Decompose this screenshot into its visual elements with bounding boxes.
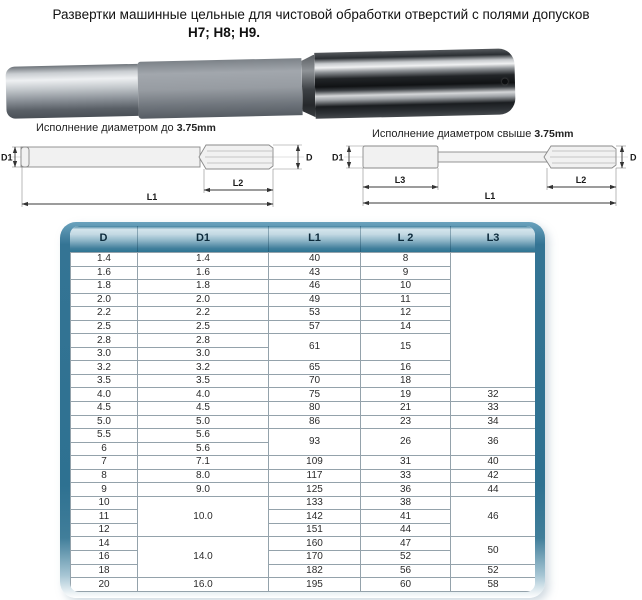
table-cell: 2.5	[71, 320, 138, 334]
spec-table-header-row	[70, 226, 535, 252]
table-cell: 14	[71, 537, 138, 551]
table-cell: 10.0	[138, 496, 269, 537]
diagram-label-d: D	[306, 152, 313, 163]
diagram-label-l1: L1	[484, 191, 496, 201]
table-cell: 2.5	[138, 320, 269, 334]
table-row	[71, 388, 536, 402]
table-cell: 1.6	[71, 266, 138, 280]
spec-table-grid	[70, 252, 535, 592]
table-cell: 2.0	[71, 293, 138, 307]
table-cell: 6	[71, 442, 138, 456]
reamer-body	[137, 58, 302, 119]
column-header: L 2	[360, 226, 450, 252]
table-cell: 160	[269, 537, 361, 551]
table-cell: 109	[269, 456, 361, 470]
table-cell: 61	[269, 334, 361, 361]
table-cell: 4.5	[138, 402, 269, 416]
table-cell: 5.5	[71, 429, 138, 443]
table-cell: 33	[361, 469, 451, 483]
page-title: Развертки машинные цельные для чистовой обработки отверстий с полями допусков	[52, 7, 590, 22]
table-cell: 86	[269, 415, 361, 429]
table-cell: 47	[361, 537, 451, 551]
table-cell: 170	[269, 551, 361, 565]
table-cell: 38	[361, 496, 451, 510]
table-cell: 4.5	[71, 402, 138, 416]
table-cell: 46	[269, 280, 361, 294]
table-cell: 11	[361, 293, 451, 307]
table-cell: 65	[269, 361, 361, 375]
spec-table-body	[71, 253, 536, 592]
column-header: D	[99, 232, 108, 244]
table-cell: 34	[451, 415, 536, 429]
table-cell: 14.0	[138, 537, 269, 578]
table-cell: 1.8	[138, 280, 269, 294]
table-cell: 1.4	[138, 253, 269, 267]
table-cell: 3.2	[138, 361, 269, 375]
diagram-label-l3: L3	[394, 175, 406, 185]
table-cell: 5.0	[138, 415, 269, 429]
table-cell: 3.0	[138, 347, 269, 361]
table-row	[71, 578, 536, 592]
table-cell: 40	[269, 253, 361, 267]
spec-table-frame	[60, 222, 545, 598]
table-cell: 50	[451, 537, 536, 564]
reamer-fluted-head	[314, 48, 515, 119]
table-cell: 46	[451, 496, 536, 537]
table-cell: 43	[269, 266, 361, 280]
table-cell: 10	[361, 280, 451, 294]
table-cell: 19	[361, 388, 451, 402]
table-cell: 41	[361, 510, 451, 524]
table-cell: 2.2	[71, 307, 138, 321]
table-cell: 40	[451, 456, 536, 470]
table-cell: 195	[269, 578, 361, 592]
reamer-shank	[5, 64, 138, 119]
diagram-label-l2: L2	[232, 178, 244, 188]
table-cell: 117	[269, 469, 361, 483]
table-row	[71, 415, 536, 429]
caption-diameter-over: Исполнение диаметром свыше 3.75mm	[372, 128, 574, 140]
table-cell: 18	[361, 374, 451, 388]
table-cell: 2.2	[138, 307, 269, 321]
dimension-diagram-large	[320, 138, 642, 218]
table-cell: 9	[361, 266, 451, 280]
page-title-tolerances: H7; H8; H9.	[188, 25, 261, 40]
table-cell: 44	[451, 483, 536, 497]
table-cell: 8.0	[138, 469, 269, 483]
table-row	[71, 483, 536, 497]
table-cell: 18	[71, 564, 138, 578]
table-cell: 3.2	[71, 361, 138, 375]
table-row	[71, 496, 536, 510]
table-cell: 52	[361, 551, 451, 565]
table-cell: 3.5	[71, 374, 138, 388]
table-cell: 11	[71, 510, 138, 524]
table-cell: 3.5	[138, 374, 269, 388]
table-cell: 21	[361, 402, 451, 416]
column-header: L1	[268, 226, 360, 252]
table-cell: 9	[71, 483, 138, 497]
table-cell: 36	[451, 429, 536, 456]
table-cell: 1.4	[71, 253, 138, 267]
table-cell: 16	[361, 361, 451, 375]
dimension-diagram-small	[0, 138, 320, 218]
table-cell: 5.6	[138, 442, 269, 456]
table-cell: 93	[269, 429, 361, 456]
table-cell: 9.0	[138, 483, 269, 497]
table-cell: 70	[269, 374, 361, 388]
table-cell: 33	[451, 402, 536, 416]
table-cell: 23	[361, 415, 451, 429]
table-cell: 16	[71, 551, 138, 565]
table-cell: 1.8	[71, 280, 138, 294]
diagram-label-l1: L1	[146, 192, 158, 202]
table-cell: 42	[451, 469, 536, 483]
table-row	[71, 456, 536, 470]
table-cell: 2.8	[71, 334, 138, 348]
table-cell: 16.0	[138, 578, 269, 592]
table-cell: 8	[361, 253, 451, 267]
table-cell: 8	[71, 469, 138, 483]
table-cell: 5.6	[138, 429, 269, 443]
table-cell: 2.0	[138, 293, 269, 307]
column-header: D1	[137, 226, 268, 252]
table-cell: 2.8	[138, 334, 269, 348]
table-cell: 7	[71, 456, 138, 470]
table-cell: 44	[361, 523, 451, 537]
table-cell: 3.0	[71, 347, 138, 361]
table-row	[71, 253, 536, 267]
table-row	[71, 429, 536, 443]
diagram-label-d: D	[630, 152, 637, 163]
table-cell: 4.0	[71, 388, 138, 402]
table-cell: 12	[71, 523, 138, 537]
table-cell: 12	[361, 307, 451, 321]
table-cell: 32	[451, 388, 536, 402]
diagram-label-d1: D1	[332, 152, 344, 163]
table-cell: 4.0	[138, 388, 269, 402]
table-cell: 60	[361, 578, 451, 592]
table-cell: 31	[361, 456, 451, 470]
table-cell: 52	[451, 564, 536, 578]
spec-table	[70, 226, 535, 592]
table-row	[71, 537, 536, 551]
table-cell: 142	[269, 510, 361, 524]
table-cell: 49	[269, 293, 361, 307]
table-cell: 10	[71, 496, 138, 510]
table-cell: 56	[361, 564, 451, 578]
table-cell: 80	[269, 402, 361, 416]
reamer-photo	[5, 44, 521, 130]
table-cell: 182	[269, 564, 361, 578]
table-cell: 36	[361, 483, 451, 497]
table-cell: 1.6	[138, 266, 269, 280]
table-cell: 151	[269, 523, 361, 537]
table-cell: 14	[361, 320, 451, 334]
table-cell: 53	[269, 307, 361, 321]
table-cell: 7.1	[138, 456, 269, 470]
table-cell: 75	[269, 388, 361, 402]
diagram-label-l2: L2	[575, 175, 587, 185]
table-row	[71, 469, 536, 483]
table-row	[71, 402, 536, 416]
table-cell: 20	[71, 578, 138, 592]
table-cell	[451, 253, 536, 388]
table-cell: 58	[451, 578, 536, 592]
table-cell: 57	[269, 320, 361, 334]
table-cell: 26	[361, 429, 451, 456]
diagram-label-d1: D1	[1, 152, 13, 163]
table-cell: 125	[269, 483, 361, 497]
caption-diameter-up-to: Исполнение диаметром до 3.75mm	[36, 122, 216, 134]
table-cell: 5.0	[71, 415, 138, 429]
table-cell: 15	[361, 334, 451, 361]
column-header: L3	[450, 226, 535, 252]
table-cell: 133	[269, 496, 361, 510]
